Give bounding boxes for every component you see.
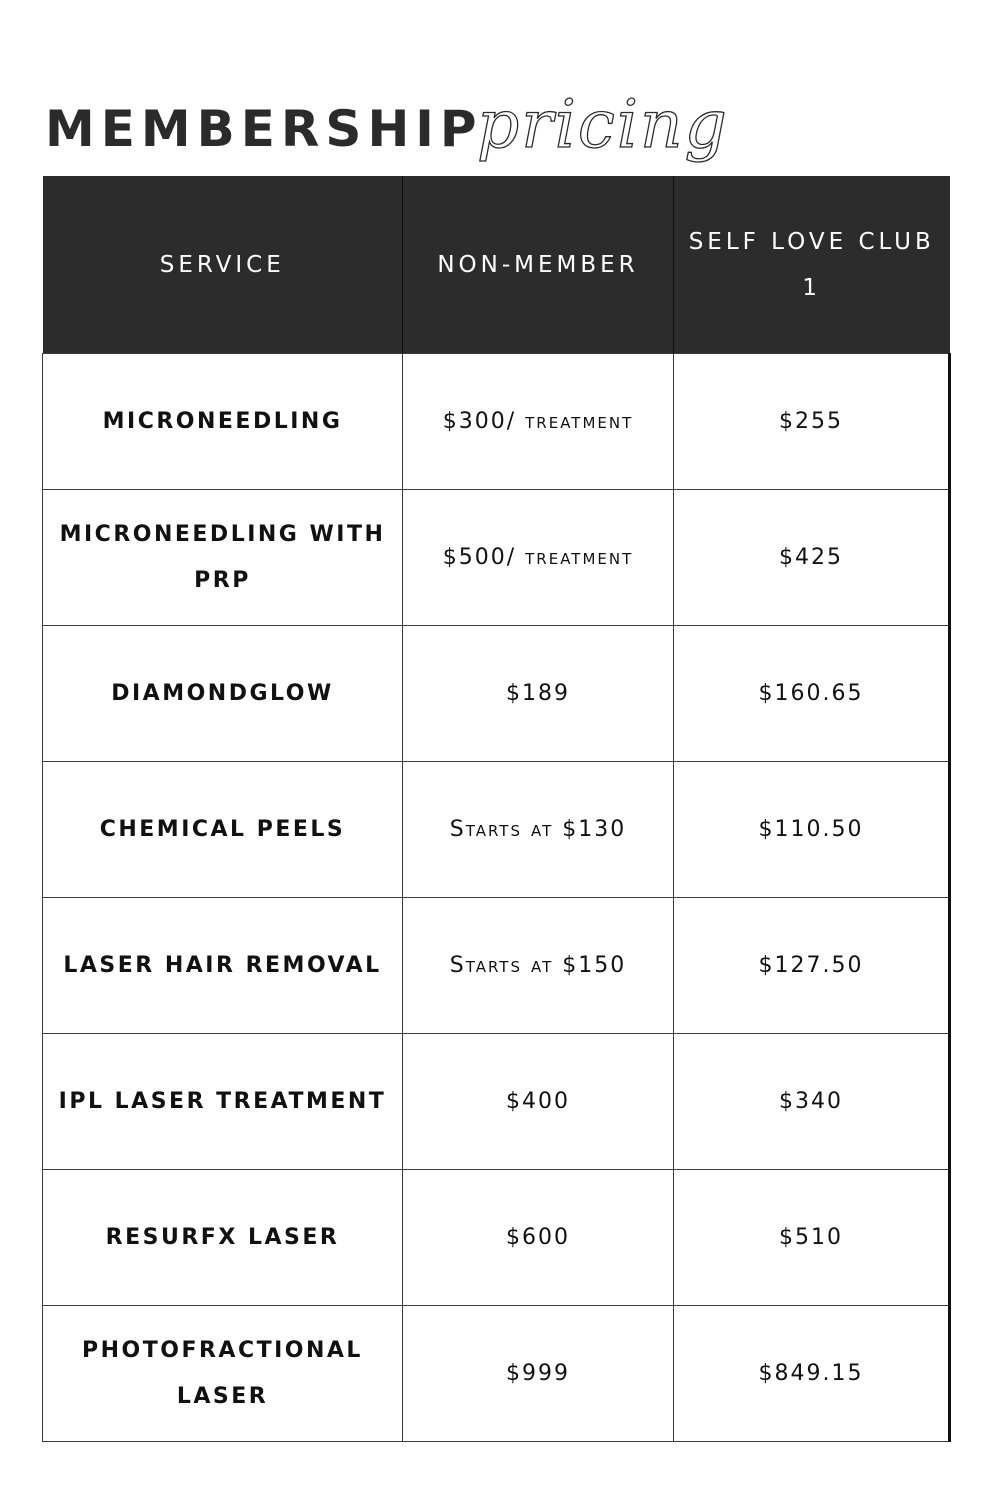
table-row: [43, 490, 950, 626]
table-row: [43, 898, 950, 1034]
non-member-price-cell: [403, 354, 674, 490]
member-price-cell: $127.50: [674, 898, 950, 1034]
member-price-cell: $255: [674, 354, 950, 490]
header-member: SELF LOVE CLUB 1: [674, 176, 950, 354]
non-member-price-cell: [403, 898, 674, 1034]
header-service: SERVICE: [43, 176, 403, 354]
non-member-price: Starts at $150: [449, 952, 627, 978]
member-price-cell: $160.65: [674, 626, 950, 762]
non-member-price-cell: [403, 762, 674, 898]
member-price-cell: $110.50: [674, 762, 950, 898]
non-member-price: Starts at $130: [449, 816, 627, 842]
title-script: [477, 85, 797, 185]
service-cell: RESURFX LASER: [43, 1170, 403, 1306]
member-price-cell: $849.15: [674, 1306, 950, 1442]
member-price-cell: $510: [674, 1170, 950, 1306]
service-cell: DIAMONDGLOW: [43, 626, 403, 762]
non-member-price-cell: $600: [403, 1170, 674, 1306]
table-row: [43, 626, 950, 762]
table-row: [43, 762, 950, 898]
table-row: [43, 354, 950, 490]
service-cell: MICRONEEDLING: [43, 354, 403, 490]
non-member-price: $500/ treatment: [442, 544, 634, 570]
non-member-price-cell: [403, 490, 674, 626]
non-member-price-cell: $999: [403, 1306, 674, 1442]
member-price-cell: $425: [674, 490, 950, 626]
member-price-cell: $340: [674, 1034, 950, 1170]
table-header-row: [43, 176, 950, 354]
table-row: [43, 1170, 950, 1306]
service-cell: MICRONEEDLING WITH PRP: [43, 490, 403, 626]
title-main: MEMBERSHIP: [45, 100, 483, 158]
service-cell: LASER HAIR REMOVAL: [43, 898, 403, 1034]
title-script-text: pricing: [477, 86, 729, 163]
non-member-price-cell: $400: [403, 1034, 674, 1170]
non-member-price-cell: $189: [403, 626, 674, 762]
table-row: [43, 1306, 950, 1442]
service-cell: CHEMICAL PEELS: [43, 762, 403, 898]
non-member-price: $300/ treatment: [442, 408, 634, 434]
page-title: [45, 85, 945, 185]
service-cell: IPL LASER TREATMENT: [43, 1034, 403, 1170]
table-row: [43, 1034, 950, 1170]
pricing-table: [42, 176, 951, 1442]
header-non-member: NON-MEMBER: [403, 176, 674, 354]
service-cell: PHOTOFRACTIONAL LASER: [43, 1306, 403, 1442]
